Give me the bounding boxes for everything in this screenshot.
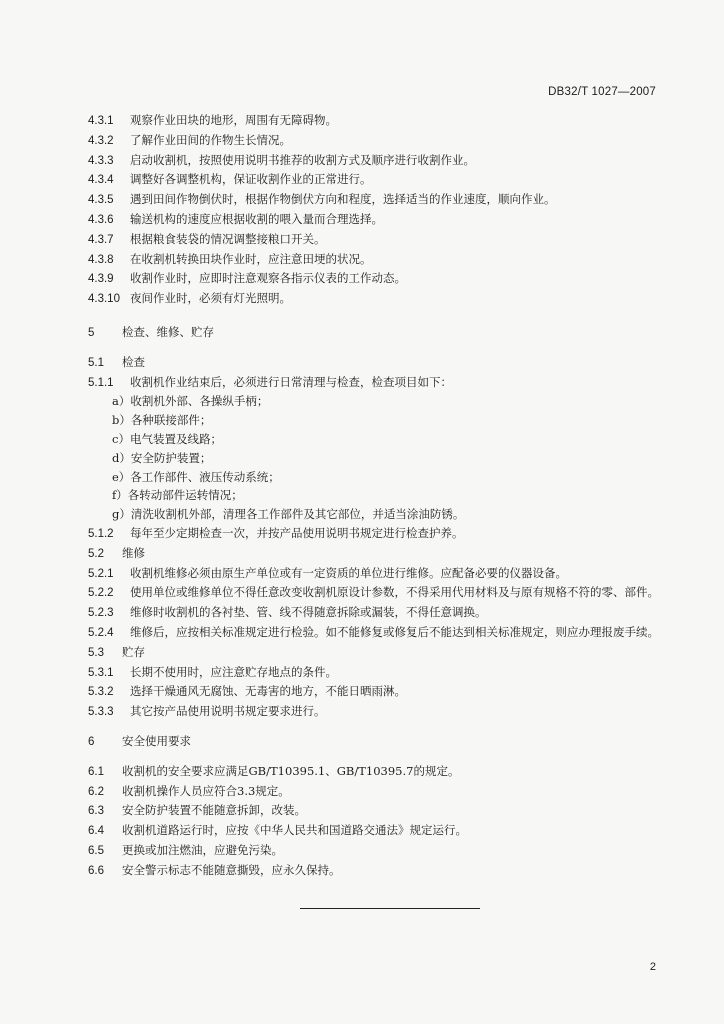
subsection-number: 5.3 [88,646,104,659]
clause-number: 5.1.1 [88,376,114,389]
clause-line [88,230,668,250]
clause-number: 4.3.6 [88,213,114,226]
clause-number: 4.3.9 [88,273,114,286]
subsection-5-2-heading [88,544,668,564]
clause-line [88,524,668,544]
clause-text: 安全防护装置不能随意拆卸，改装。 [122,803,306,818]
clause-number: 4.3.7 [88,233,114,246]
clause-paragraph [88,623,668,643]
clause-number: 5.1.2 [88,527,114,540]
clause-text: 收割机维修必须由原生产单位或有一定资质的单位进行维修。应配备必要的仪器设备。 [130,565,567,580]
clause-text: 观察作业田块的地形，周围有无障碍物。 [130,113,337,127]
subsection-5-3-heading [88,643,668,663]
clause-number: 5.2.1 [88,567,114,580]
list-item: a）收割机外部、各操纵手柄； [112,394,269,409]
clause-text: 根据粮食装袋的情况调整接粮口开关。 [130,231,326,246]
clause-text: 安全警示标志不能随意撕毁，应永久保持。 [122,862,341,877]
clause-number: 4.3.3 [88,154,114,167]
page-number: 2 [649,961,656,973]
clause-text: 了解作业田间的作物生长情况。 [130,132,291,147]
section-title: 安全使用要求 [122,733,191,748]
subsection-number: 5.2 [88,547,104,560]
clause-text: 其它按产品使用说明书规定要求进行。 [130,704,326,719]
clause-number: 6.5 [88,844,104,857]
clause-number: 4.3.5 [88,194,114,207]
section-title: 检查、维修、贮存 [122,324,214,339]
document-code: DB32/T 1027—2007 [548,86,656,98]
clause-line [88,782,668,802]
clause-line [88,841,668,861]
clause-line [88,801,668,821]
clause-text: 启动收割机，按照使用说明书推荐的收割方式及顺序进行收割作业。 [130,152,475,167]
subsection-number: 5.1 [88,356,104,369]
subsection-title: 贮存 [122,644,145,659]
clause-text: 收割机的安全要求应满足GB/T10395.1、GB/T10395.7的规定。 [122,763,460,778]
clause-line [88,762,668,782]
clause-line [88,111,668,131]
clause-number: 5.2.4 [88,626,114,639]
clause-number: 5.2.3 [88,607,114,620]
clause-number: 6.4 [88,825,104,838]
clause-line [88,702,668,722]
document-body [88,111,668,880]
clause-text: 收割机作业结束后，必须进行日常清理与检查，检查项目如下： [130,374,452,389]
end-rule [300,908,480,909]
clause-text: 选择干燥通风无腐蚀、无毒害的地方，不能日晒雨淋。 [130,684,406,699]
clause-line [88,861,668,881]
clause-text: 输送机构的速度应根据收割的喂入量而合理选择。 [130,211,383,226]
clause-text: 长期不使用时，应注意贮存地点的条件。 [130,664,337,679]
clause-text: 收割机操作人员应符合3.3规定。 [122,783,290,798]
clause-line [88,373,668,393]
clause-number: 5.3.1 [88,666,114,679]
list-item: e）各工作部件、液压传动系统； [112,469,280,484]
list-item: b）各种联接部件； [112,413,212,428]
clause-line [88,663,668,683]
clause-number: 6.1 [88,765,104,778]
clause-number: 5.2.2 [88,587,114,600]
subsection-title: 检查 [122,354,145,369]
clause-text: 使用单位或维修单位不得任意改变收割机原设计参数，不得采用代用材料及与原有规格不符的零、部件。 [130,585,659,600]
clause-number: 4.3.10 [88,293,120,306]
clause-text: 夜间作业时，必须有灯光照明。 [130,291,291,306]
clause-text: 调整好各调整机构，保证收割作业的正常进行。 [130,172,372,187]
subsection-5-1-heading [88,353,668,373]
clause-text: 收割机道路运行时，应按《中华人民共和国道路交通法》规定运行。 [122,823,467,838]
clause-number: 4.3.2 [88,134,114,147]
clause-line [88,210,668,230]
clause-number: 4.3.4 [88,174,114,187]
clause-line [88,682,668,702]
clause-paragraph [88,583,668,603]
clause-line [88,170,668,190]
clause-line [88,269,668,289]
list-item: f）各转动部件运转情况； [112,488,243,503]
section-number: 6 [88,735,95,748]
section-number: 5 [88,326,95,339]
clause-line [88,151,668,171]
clause-number: 6.6 [88,864,104,877]
list-item: g）清洗收割机外部，清理各工作部件及其它部位，并适当涂油防锈。 [112,507,465,522]
clause-number: 6.3 [88,805,104,818]
clause-line [88,821,668,841]
clause-line [88,564,668,584]
clause-text: 维修时收割机的各衬垫、管、线不得随意拆除或漏装，不得任意调换。 [130,605,487,620]
clause-number: 4.3.8 [88,253,114,266]
clause-text: 维修后，应按相关标准规定进行检验。如不能修复或修复后不能达到相关标准规定，则应办理报废手续。 [130,624,659,639]
clause-text: 收割作业时，应即时注意观察各指示仪表的工作动态。 [130,271,406,286]
clause-number: 5.3.3 [88,706,114,719]
clause-line [88,250,668,270]
clause-line [88,131,668,151]
section-6-heading [88,732,668,752]
subsection-title: 维修 [122,545,145,560]
clause-line [88,603,668,623]
list-item: c）电气装置及线路； [112,431,222,446]
clause-line [88,190,668,210]
clause-text: 每年至少定期检查一次，并按产品使用说明书规定进行检查护养。 [130,525,464,540]
clause-text: 遇到田间作物倒伏时，根据作物倒伏方向和程度，选择适当的作业速度，顺向作业。 [130,192,556,207]
list-item: d）安全防护装置； [112,450,212,465]
section-5-heading [88,323,668,343]
clause-text: 在收割机转换田块作业时，应注意田埂的状况。 [130,251,372,266]
clause-number: 6.2 [88,785,104,798]
clause-number: 5.3.2 [88,686,114,699]
clause-number: 4.3.1 [88,115,114,127]
clause-text: 更换或加注燃油，应避免污染。 [122,842,283,857]
clause-line [88,289,668,309]
